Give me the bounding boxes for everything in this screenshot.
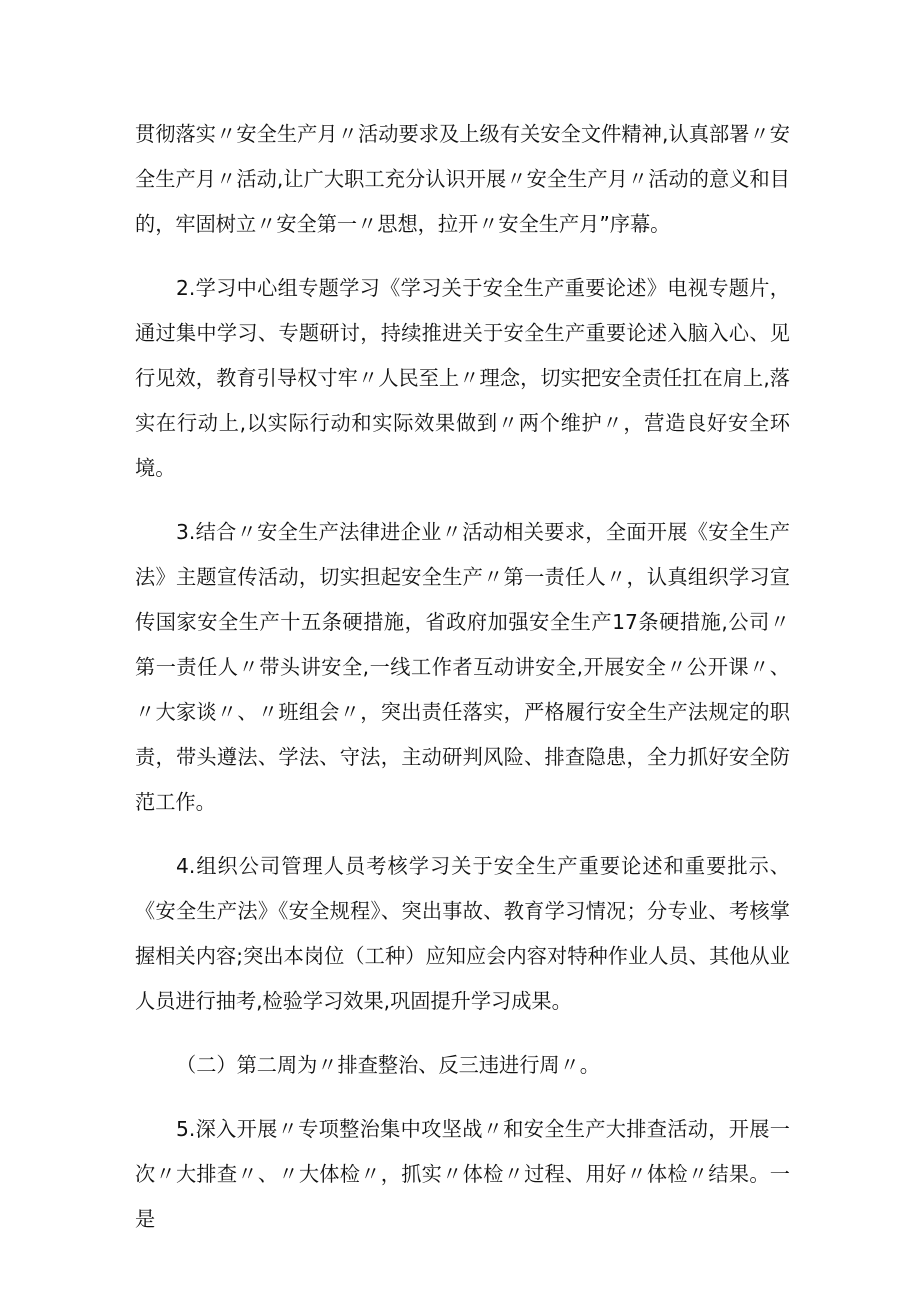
paragraph-item-2: 2.学习中心组专题学习《学习关于安全生产重要论述》电视专题片，通过集中学习、专题研讨，持续推进关于安全生产重要论述入脑入心、见行见效，教育引导权寸牢〃人民至上〃理念，切实把安全责任扛在肩上,落实在行动上,以实际行动和实际效果做到〃两个维护〃，营造良好安全环境。 [135, 276, 790, 480]
paragraph-item-5: 5.深入开展〃专项整治集中攻坚战〃和安全生产大排查活动，开展一次〃大排查〃、〃大体检〃，抓实〃体检〃过程、用好〃体检〃结果。一是 [135, 1117, 790, 1231]
paragraph-continuation: 贯彻落实〃安全生产月〃活动要求及上级有关安全文件精神,认真部署〃安全生产月〃活动,让广大职工充分认识开展〃安全生产月〃活动的意义和目的，牢固树立〃安全第一〃思想，拉开〃安全生产月”序幕。 [135, 122, 790, 236]
document-body [135, 112, 790, 1242]
paragraph-item-4: 4.组织公司管理人员考核学习关于安全生产重要论述和重要批示、《安全生产法》《安全规程》、突出事故、教育学习情况；分专业、考核掌握相关内容;突出本岗位（工种）应知应会内容对特种作业人员、其他从业人员进行抽考,检验学习效果,巩固提升学习成果。 [135, 854, 790, 1013]
section-heading-week-two: （二）第二周为〃排查整治、反三违进行周〃。 [176, 1053, 600, 1077]
paragraph-item-3: 3.结合〃安全生产法律进企业〃活动相关要求，全面开展《安全生产法》主题宣传活动，切实担起安全生产〃第一责任人〃，认真组织学习宣传国家安全生产十五条硬措施，省政府加强安全生产17条硬措施,公司〃第一责任人〃带头讲安全,一线工作者互动讲安全,开展安全〃公开课〃、〃大家谈〃、〃班组会〃，突出责任落实，严格履行安全生产法规定的职责，带头遵法、学法、守法，主动研判风险、排查隐患，全力抓好安全防范工作。 [135, 520, 790, 814]
